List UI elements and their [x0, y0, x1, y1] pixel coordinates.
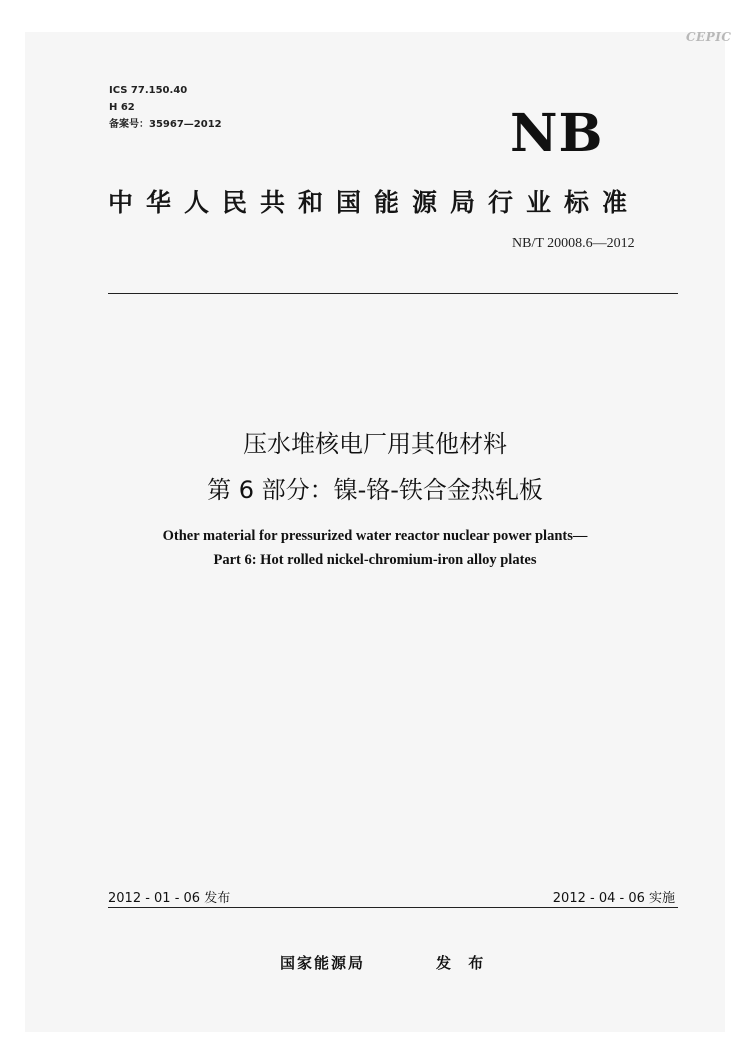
title-cn-line2: 第 6 部分：镍-铬-铁合金热轧板 [207, 476, 543, 504]
title-cn-line1: 压水堆核电厂用其他材料 [243, 430, 507, 458]
standard-code: NB/T 20008.6—2012 [512, 236, 635, 251]
issue-date: 2012 - 01 - 06 发布 [108, 891, 231, 906]
issuer-action: 发 布 [436, 954, 490, 972]
nb-logo: NB [510, 103, 604, 164]
watermark: CEPIC [686, 30, 732, 44]
implement-date: 2012 - 04 - 06 实施 [552, 891, 675, 906]
ics-code: ICS 77.150.40 [109, 85, 188, 96]
footer-divider [108, 907, 678, 908]
meta-block [109, 82, 222, 133]
class-code: H 62 [109, 102, 135, 113]
organization-title: 中华人民共和国能源局行业标准 [108, 188, 641, 217]
issuer-name: 国家能源局 [280, 954, 366, 972]
title-en-line1: Other material for pressurized water reactor nuclear power plants— [162, 528, 588, 544]
title-en-line2: Part 6: Hot rolled nickel-chromium-iron alloy plates [213, 552, 537, 568]
header-divider [108, 293, 678, 294]
record-number: 备案号：35967—2012 [109, 119, 222, 130]
